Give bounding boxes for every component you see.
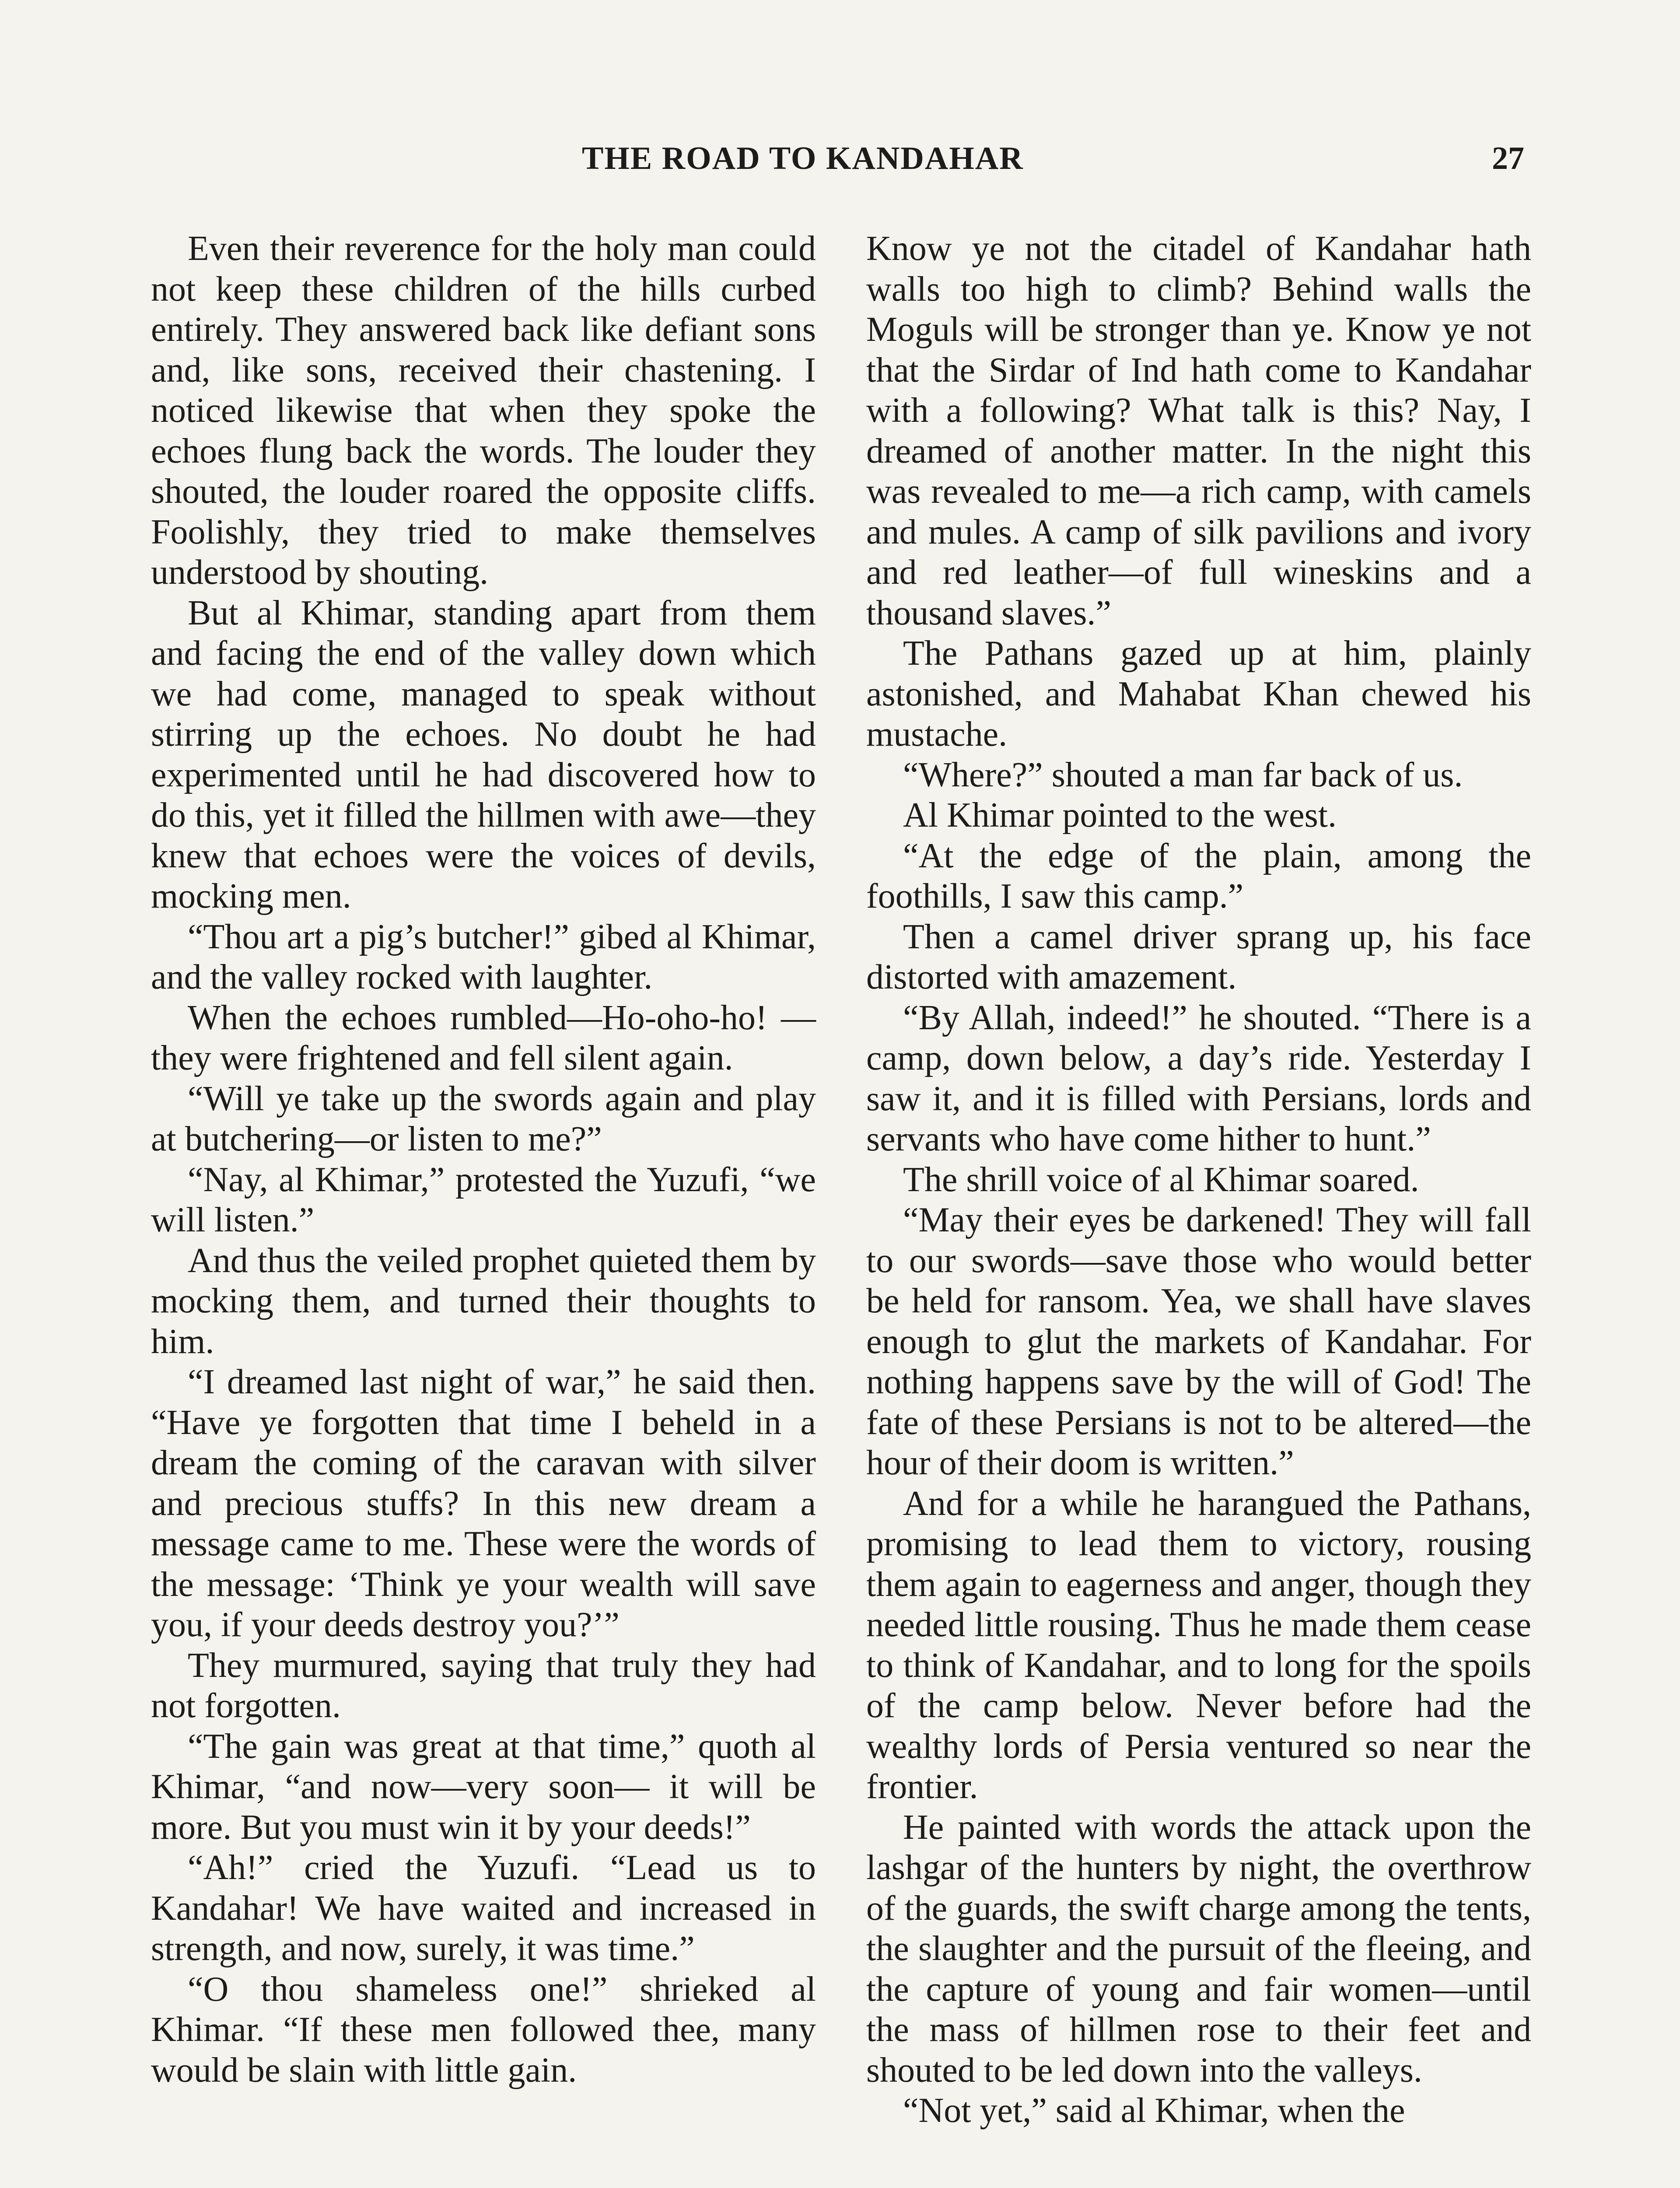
paragraph: “Will ye take up the swords again and play at butchering—or listen to me?” (151, 1079, 816, 1158)
paragraph: “May their eyes be darkened! They will fall to our swords—save those who would better be held for ransom. Yea, we shall have slaves enough to glut the markets of Kandahar. For nothing happens save by the will of God! The fate of these Persians is not to be altered—the hour of their doom is written.” (866, 1201, 1531, 1482)
running-title: THE ROAD TO KANDAHAR (582, 140, 1024, 176)
paragraph: And for a while he harangued the Pathans, promising to lead them to victory, rousing them again to eagerness and anger, though they needed little rousing. Thus he made them cease to think of Kandahar, and to long for the spoils of the camp below. Never before had the wealthy lords of Persia ventured so near the frontier. (866, 1484, 1531, 1806)
paragraph: He painted with words the attack upon the lashgar of the hunters by night, the overthrow of the guards, the swift charge among the tents, the slaughter and the pursuit of the fleeing, and the capture of young and fair women—until the mass of hillmen rose to their feet and shouted to be led down into the valleys. (866, 1808, 1531, 2090)
paragraph: “Where?” shouted a man far back of us. (903, 755, 1463, 794)
paragraph: The Pathans gazed up at him, plainly astonished, and Mahabat Khan chewed his mustache. (866, 634, 1531, 754)
paragraph: Even their reverence for the holy man could not keep these children of the hills curbed entirely. They answered back like defiant sons and, like sons, received their chastening. I noticed likewise that when they spoke the echoes flung back the words. The louder they shouted, the louder roared the opposite cliffs. Foolishly, they tried to make themselves understood by shouting. (151, 229, 816, 592)
page-number: 27 (1492, 140, 1524, 176)
paragraph: “The gain was great at that time,” quoth al Khimar, “and now—very soon— it will be more. But you must win it by your deeds!” (151, 1727, 816, 1847)
paragraph: “Thou art a pig’s butcher!” gibed al Khimar, and the valley rocked with laughter. (151, 917, 816, 996)
right-column (866, 228, 1531, 2131)
paragraph: And thus the veiled prophet quieted them by mocking them, and turned their thoughts to him. (151, 1241, 816, 1361)
paragraph: “Ah!” cried the Yuzufi. “Lead us to Kandahar! We have waited and increased in strength, and now, surely, it was time.” (151, 1848, 816, 1968)
paragraph: The shrill voice of al Khimar soared. (903, 1160, 1419, 1199)
paragraph: “I dreamed last night of war,” he said then. “Have ye forgotten that time I beheld in a dream the coming of the caravan with silver and precious stuffs? In this new dream a message came to me. These were the words of the message: ‘Think ye your wealth will save you, if your deeds destroy you?’” (151, 1363, 816, 1644)
paragraph: They murmured, saying that truly they had not forgotten. (151, 1646, 816, 1725)
paragraph: “By Allah, indeed!” he shouted. “There is a camp, down below, a day’s ride. Yesterday I saw it, and it is filled with Persians, lords and servants who have come hither to hunt.” (866, 998, 1531, 1158)
paragraph: Then a camel driver sprang up, his face distorted with amazement. (866, 917, 1531, 996)
paragraph: But al Khimar, standing apart from them and facing the end of the valley down which we had come, managed to speak without stirring up the echoes. No doubt he had experimented until he had discovered how to do this, yet it filled the hillmen with awe—they knew that echoes were the voices of devils, mocking men. (151, 593, 816, 915)
paragraph: “At the edge of the plain, among the foothills, I saw this camp.” (866, 836, 1531, 915)
paragraph: “Not yet,” said al Khimar, when the (903, 2091, 1405, 2130)
paragraph: When the echoes rumbled—Ho-oho-ho! —they were frightened and fell silent again. (151, 998, 816, 1077)
paragraph: “Nay, al Khimar,” protested the Yuzufi, “we will listen.” (151, 1160, 816, 1239)
paragraph: “O thou shameless one!” shrieked al Khimar. “If these men followed thee, many would be slain with little gain. (151, 1970, 816, 2090)
left-column (151, 228, 816, 2090)
running-head (0, 140, 1680, 184)
paragraph: Know ye not the citadel of Kandahar hath walls too high to climb? Behind walls the Moguls will be stronger than ye. Know ye not that the Sirdar of Ind hath come to Kandahar with a following? What talk is this? Nay, I dreamed of another matter. In the night this was revealed to me—a rich camp, with camels and mules. A camp of silk pavilions and ivory and red leather—of full wineskins and a thousand slaves.” (866, 229, 1531, 632)
paragraph: Al Khimar pointed to the west. (903, 796, 1337, 835)
